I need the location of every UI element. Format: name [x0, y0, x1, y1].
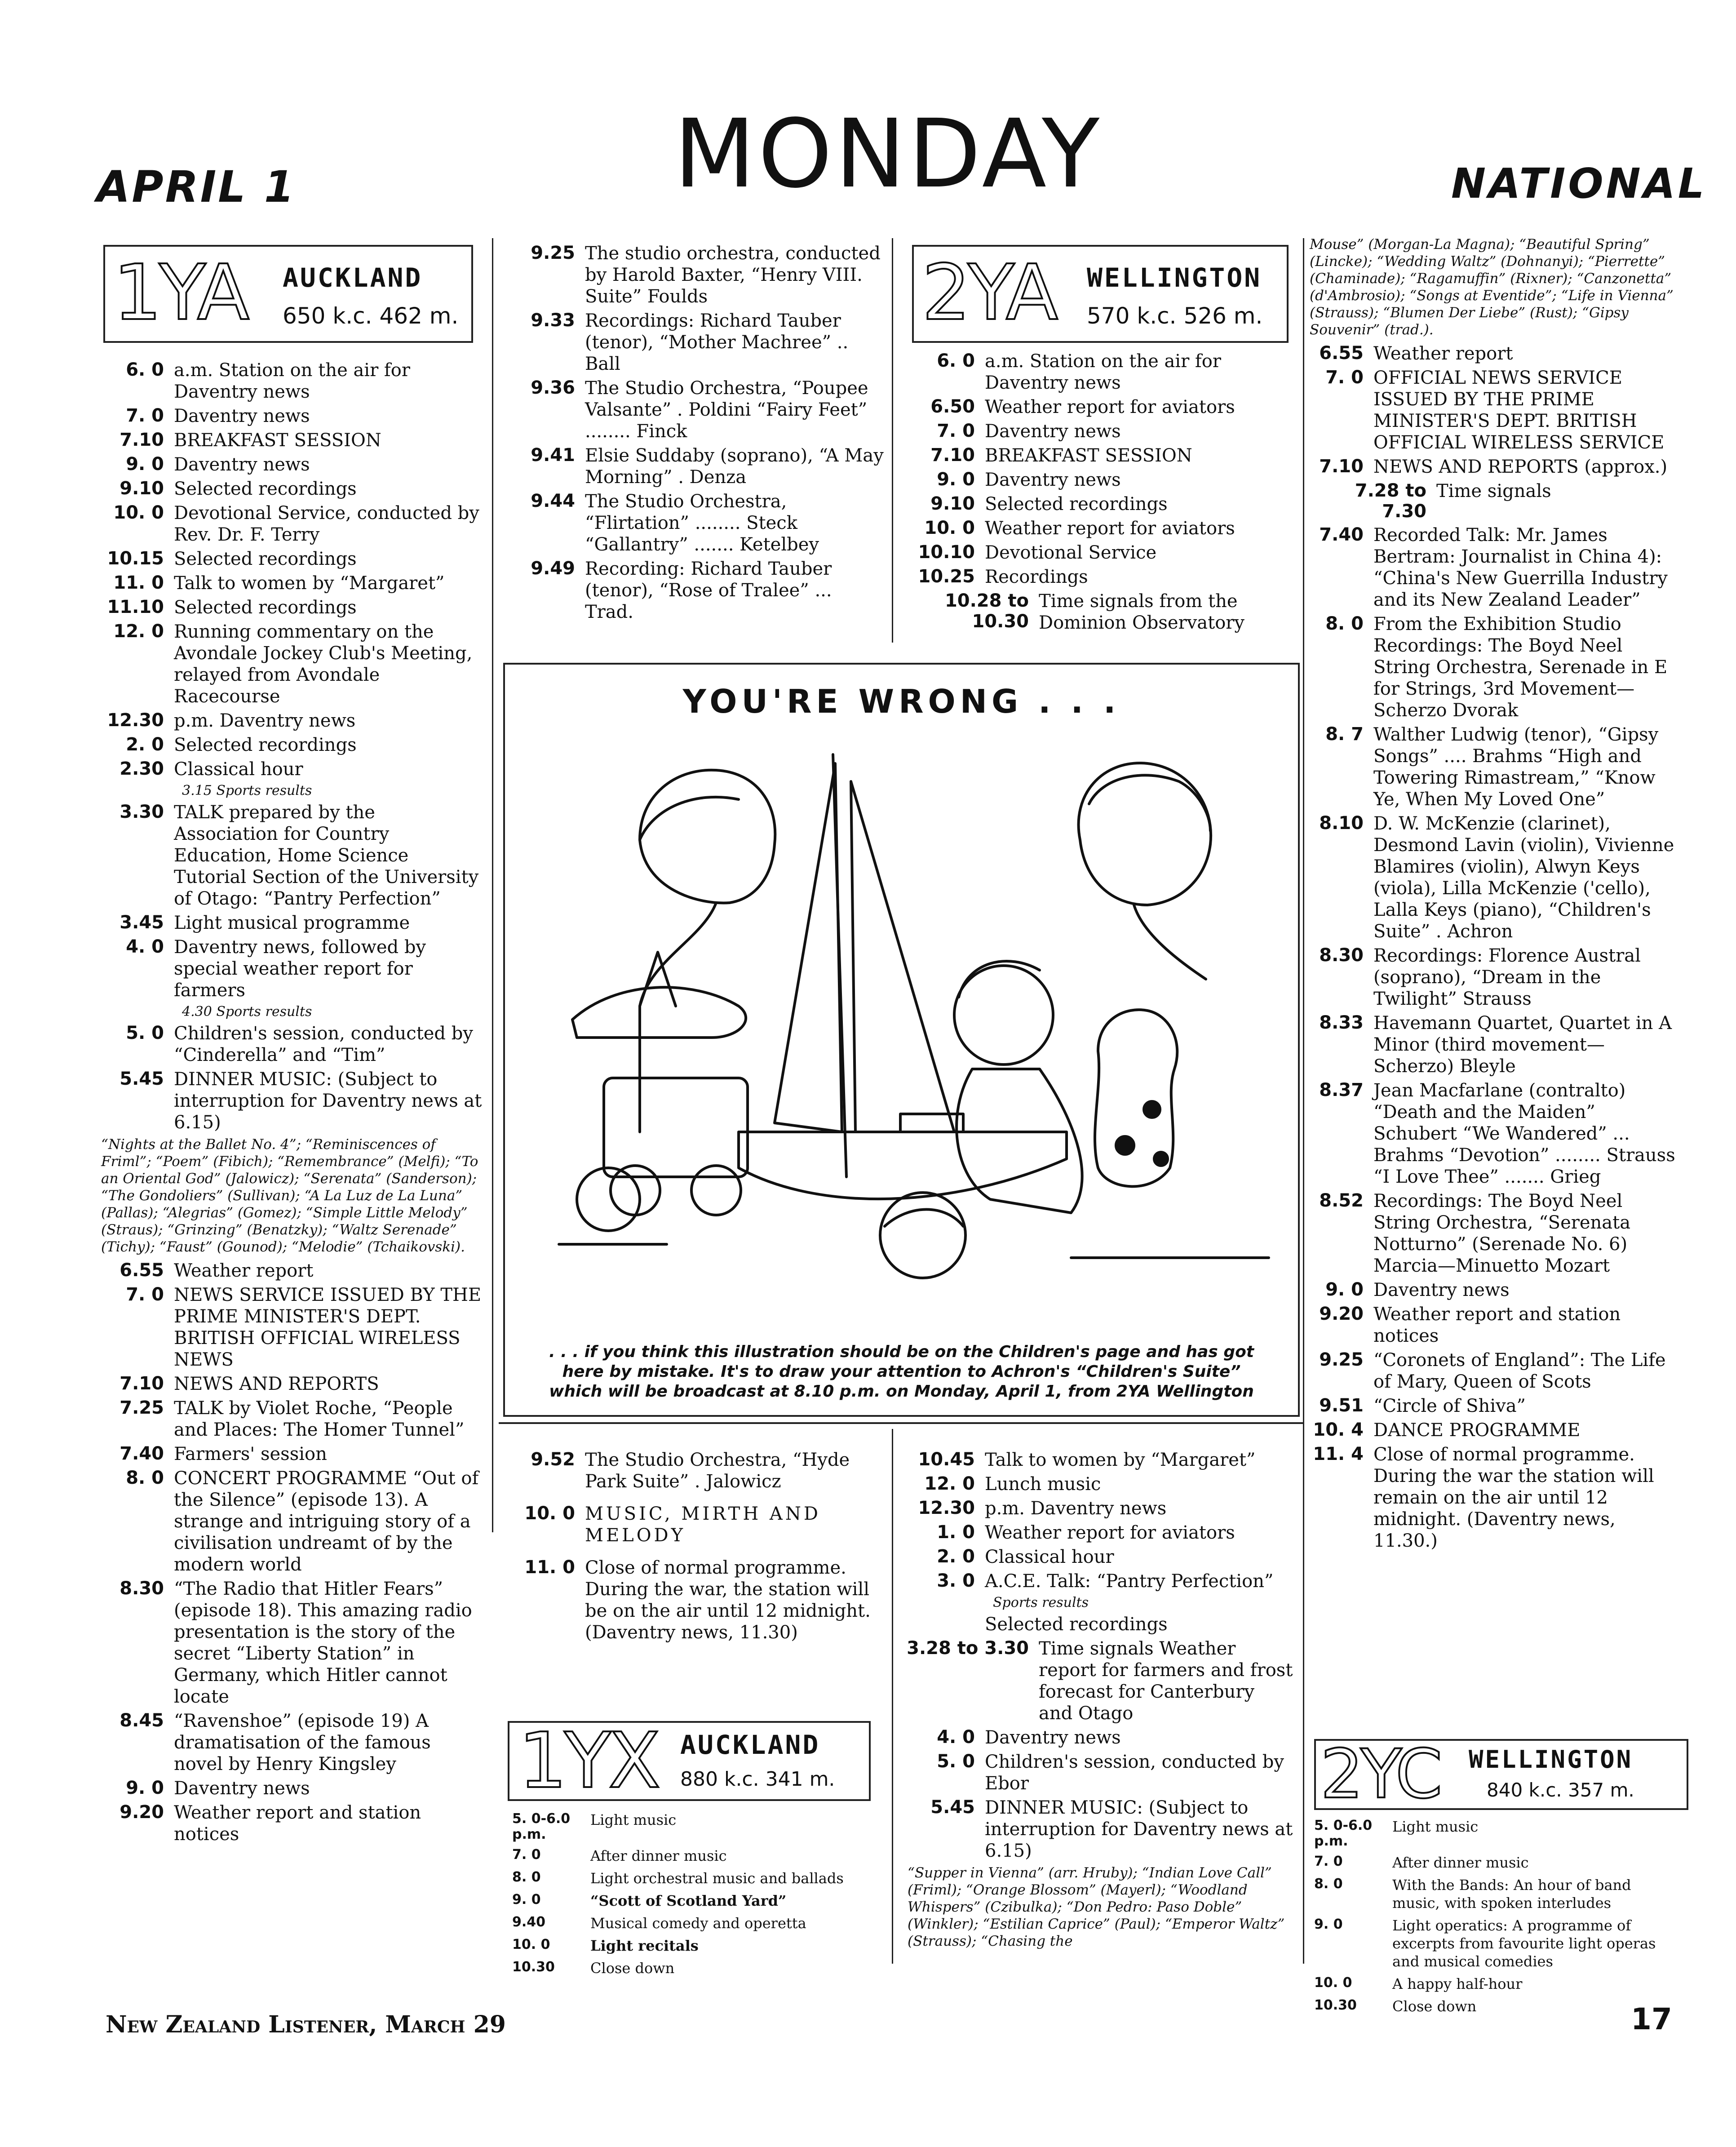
- list-item: 6.50 Weather report for aviators: [930, 396, 1235, 417]
- station-box-1ya: [103, 245, 473, 343]
- list-item: Selected recordings: [985, 1614, 1168, 1635]
- list-item: 7.28 to 7.30 Time signals: [1355, 480, 1551, 522]
- list-item: 6. 0 a.m. Station on the air for Daventry news: [937, 350, 1221, 393]
- list-item: 9. 0 “Scott of Scotland Yard”: [512, 1892, 787, 1909]
- list-item: 6.55 Weather report: [120, 1260, 314, 1281]
- list-item: 5. 0 Children's session, conducted by “Cinderella” and “Tim”: [126, 1023, 473, 1065]
- boy-shoulder: [640, 903, 716, 1132]
- boat-hull: [739, 1132, 1067, 1199]
- list-item: 8.10 D. W. McKenzie (clarinet), Desmond Lavin (violin), Vivienne Blamires (violin), Alwyn Keys (viola), Lilla McKenzie ('cello), Lalla Keys (piano), “Children's Suite” . Achron: [1319, 813, 1674, 942]
- list-item: 9.49 Recording: Richard Tauber (tenor), “Rose of Tralee” ... Trad.: [531, 558, 832, 622]
- toy-train: [604, 1078, 748, 1177]
- achron-advertisement: [503, 663, 1300, 1417]
- column-1ya-schedule: [88, 359, 483, 1848]
- list-item: 9.20 Weather report and station notices: [120, 1802, 421, 1845]
- toy-airplane: [572, 987, 746, 1038]
- list-item: 8. 0 With the Bands: An hour of band music, with spoken interludes: [1314, 1876, 1631, 1912]
- list-item: 9. 0 Light operatics: A programme of excerpts from favourite light operas and musical comedies: [1314, 1916, 1656, 1970]
- list-item: 7.10 BREAKFAST SESSION: [120, 430, 381, 451]
- little-girl-head: [954, 966, 1053, 1065]
- station-box-2ya: [912, 245, 1289, 343]
- publication-footer: New Zealand Listener, March 29: [106, 2011, 506, 2038]
- boy-hair: [640, 797, 739, 840]
- list-item: 12.30 p.m. Daventry news: [107, 710, 356, 731]
- list-item: 9.36 The Studio Orchestra, “Poupee Valsante” . Poldini “Fairy Feet” ........ Finck: [531, 377, 868, 442]
- column-2yc-schedule: [1314, 1818, 1683, 2020]
- list-item: 2. 0 Classical hour: [937, 1546, 1114, 1567]
- station-call-sign: 2YA: [922, 248, 1056, 337]
- list-item: 7.10 NEWS AND REPORTS: [120, 1373, 379, 1394]
- list-item: 7.25 TALK by Violet Roche, “People and Places: The Homer Tunnel”: [120, 1397, 465, 1440]
- list-item: 11. 0 Talk to women by “Margaret”: [113, 572, 445, 594]
- dinner-music-list: “Supper in Vienna” (arr. Hruby); “Indian Love Call” (Friml); “Orange Blossom” (Mayerl); “Woodland Whispers” (Czibulka); “Don Pedro: Paso Doble” (Winkler); “Estilian Caprice” (Paul); “Emperor Waltz” (Strauss); “Chasing the: [908, 1865, 1285, 1949]
- column-rule: [892, 1429, 893, 1964]
- list-item: 9.10 Selected recordings: [930, 493, 1168, 515]
- column-2ya-afternoon: [899, 1449, 1294, 1954]
- list-item: 4. 0 Daventry news, followed by special weather report for farmers: [126, 936, 426, 1001]
- list-item: 6. 0 a.m. Station on the air for Daventry news: [126, 359, 410, 402]
- page-date: APRIL 1: [97, 162, 296, 212]
- list-item: 4. 0 Daventry news: [937, 1727, 1121, 1748]
- list-item: 6.55 Weather report: [1319, 343, 1513, 364]
- list-item: 9. 0 Daventry news: [1325, 1279, 1510, 1300]
- list-item: 7.10 BREAKFAST SESSION: [930, 445, 1192, 466]
- list-item: 5. 0-6.0 p.m. Light music: [512, 1811, 677, 1842]
- column-2ya-schedule: [899, 350, 1294, 636]
- toy-airplane-wing: [640, 952, 676, 1006]
- list-item: 8.30 “The Radio that Hitler Fears” (episode 18). This amazing radio presentation is the story of the secret “Liberty Station” in Germany, which Hitler cannot locate: [120, 1578, 472, 1707]
- list-item: 9.20 Weather report and station notices: [1319, 1304, 1621, 1346]
- dog-spot: [1116, 1136, 1134, 1154]
- girl-curls: [1089, 775, 1210, 831]
- list-item: 2.30 Classical hour: [120, 759, 303, 780]
- list-item: 7. 0 NEWS SERVICE ISSUED BY THE PRIME MINISTER'S DEPT. BRITISH OFFICIAL WIRELESS NEWS: [126, 1284, 482, 1370]
- little-girl-dress: [957, 1069, 1082, 1213]
- station-frequency: 650 k.c. 462 m.: [283, 303, 459, 329]
- list-item: 7. 0 Daventry news: [937, 421, 1121, 442]
- sports-results-note: 3.15 Sports results: [182, 783, 312, 798]
- dinner-music-list-continued: Mouse” (Morgan-La Magna); “Beautiful Spring” (Lincke); “Wedding Waltz” (Dohnanyi); “Pierrette” (Chaminade); “Ragamuffin” (Rixner); “Canzonetta” (d'Ambrosio); “Songs at Eventide”; “Life in Vienna” (Strauss); “Blumen Der Liebe” (Rust); “Gipsy Souvenir” (trad.).: [1310, 236, 1674, 338]
- station-call-sign: 2YC: [1320, 1735, 1440, 1814]
- list-item: 7. 0 OFFICIAL NEWS SERVICE ISSUED BY THE PRIME MINISTER'S DEPT. BRITISH OFFICIAL WIRELESS SERVICE: [1325, 367, 1665, 453]
- list-item: 10. 0 Light recitals: [512, 1937, 699, 1954]
- list-item: 7.40 Recorded Talk: Mr. James Bertram: Journalist in China 4): “China's New Guerrilla Industry and its New Zealand Leader”: [1319, 524, 1668, 610]
- children-toy-boat-illustration: [505, 727, 1294, 1325]
- list-item: 5. 0 Children's session, conducted by Ebor: [937, 1751, 1284, 1794]
- train-wheel: [577, 1168, 640, 1231]
- station-call-sign: 1YA: [113, 248, 247, 337]
- list-item: 8.30 Recordings: Florence Austral (soprano), “Dream in the Twilight” Strauss: [1319, 945, 1641, 1009]
- list-item: 7.40 Farmers' session: [120, 1443, 327, 1464]
- list-item: 3. 0 A.C.E. Talk: “Pantry Perfection”: [937, 1570, 1274, 1592]
- list-item: 11.10 Selected recordings: [107, 597, 357, 618]
- sports-results-note: Sports results: [993, 1595, 1089, 1610]
- page-number: 17: [1631, 2002, 1672, 2036]
- list-item: 9.33 Recordings: Richard Tauber (tenor), “Mother Machree” .. Ball: [531, 310, 849, 374]
- column-1yx-schedule: [512, 1811, 885, 1982]
- column-1ya-continued: [499, 243, 885, 625]
- station-city: AUCKLAND: [283, 262, 423, 293]
- list-item: 5.45 DINNER MUSIC: (Subject to interruption for Daventry news at 6.15): [930, 1797, 1293, 1861]
- list-item: 9. 0 Daventry news: [126, 454, 310, 475]
- list-item: 5.45 DINNER MUSIC: (Subject to interruption for Daventry news at 6.15): [120, 1069, 482, 1133]
- sports-results-note: 4.30 Sports results: [182, 1004, 312, 1020]
- page-day-title: MONDAY: [674, 99, 1103, 209]
- list-item: 1. 0 Weather report for aviators: [937, 1522, 1235, 1543]
- column-rule: [1303, 238, 1304, 1964]
- list-item: 9.51 “Circle of Shiva”: [1319, 1395, 1526, 1416]
- beach-ball: [880, 1193, 965, 1278]
- list-item: 8. 0 From the Exhibition Studio Recordings: The Boyd Neel String Orchestra, Serenade in E for Strings, 3rd Movement—Scherzo Dvorak: [1325, 613, 1668, 721]
- list-item: 3.28 to 3.30 Time signals Weather report for farmers and frost forecast for Canterbury and Otago: [907, 1638, 1293, 1724]
- list-item: 5. 0-6.0 p.m. Light music: [1314, 1818, 1479, 1849]
- boat-jib: [851, 781, 954, 1132]
- list-item: 10.10 Devotional Service: [918, 542, 1157, 563]
- list-item: 3.30 TALK prepared by the Association for Country Education, Home Science Tutorial Section of the University of Otago: “Pantry Perfection”: [120, 802, 479, 909]
- column-2ya-evening: [1310, 236, 1683, 1554]
- station-frequency: 880 k.c. 341 m.: [680, 1768, 835, 1791]
- list-item: 11. 0 Close of normal programme. During the war, the station will be on the air until 12 midnight. (Daventry news, 11.30): [524, 1557, 871, 1643]
- list-item: 8.52 Recordings: The Boyd Neel String Orchestra, “Serenata Notturno” (Serenade No. 6) Marcia—Minuetto Mozart: [1319, 1190, 1631, 1276]
- list-item: 10. 4 DANCE PROGRAMME: [1313, 1420, 1581, 1441]
- train-wheel: [691, 1166, 741, 1215]
- list-item: 7.10 NEWS AND REPORTS (approx.): [1319, 456, 1668, 477]
- list-item: 10.15 Selected recordings: [107, 548, 357, 569]
- list-item: 12. 0 Lunch music: [924, 1473, 1101, 1495]
- station-box-1yx: [508, 1717, 871, 1805]
- list-item: 10. 0 Devotional Service, conducted by Rev. Dr. F. Terry: [113, 502, 479, 545]
- station-frequency: 570 k.c. 526 m.: [1087, 303, 1263, 329]
- column-rule: [499, 1422, 1303, 1424]
- list-item: 9.10 Selected recordings: [120, 478, 357, 499]
- list-item: 8. 0 Light orchestral music and ballads: [512, 1869, 844, 1887]
- girl-figure: [1079, 763, 1211, 905]
- list-item: 7. 0 After dinner music: [1314, 1854, 1529, 1871]
- girl-shoulder: [1134, 905, 1206, 979]
- dog-spot: [1144, 1101, 1160, 1118]
- list-item: 9.52 The Studio Orchestra, “Hyde Park Suite” . Jalowicz: [531, 1449, 850, 1492]
- dinner-music-list: “Nights at the Ballet No. 4”; “Reminiscences of Friml”; “Poem” (Fibich); “Remembrance” (Melfi); “To an Oriental God” (Jalowicz); “Serenata” (Sanderson); “The Gondoliers” (Sullivan); “A La Luz de La Luna” (Pallas); “Alegrias” (Gomez); “Simple Little Melody” (Straus); “Grinzing” (Benatzky); “Waltz Serenade” (Tichy); “Faust” (Gounod); “Melodie” (Tchaikovski).: [101, 1136, 478, 1255]
- list-item: 8.33 Havemann Quartet, Quartet in A Minor (third movement—Scherzo) Bleyle: [1319, 1012, 1672, 1077]
- list-item: 11. 4 Close of normal programme. During the war the station will remain on the air until 12 midnight. (Daventry news, 11.30.): [1313, 1444, 1654, 1551]
- list-item: 10.45 Talk to women by “Margaret”: [918, 1449, 1256, 1470]
- list-item: 9. 0 Daventry news: [126, 1778, 310, 1799]
- list-item: 2. 0 Selected recordings: [126, 734, 357, 755]
- advert-headline: YOU'RE WRONG . . .: [682, 683, 1120, 720]
- list-item: 10.30 Close down: [512, 1959, 675, 1977]
- list-item: 8. 0 CONCERT PROGRAMME “Out of the Silence” (episode 13). A strange and intriguing story of a civilisation undreamt of by the modern world: [126, 1468, 479, 1575]
- list-item: 10. 0 A happy half-hour: [1314, 1975, 1523, 1992]
- column-rule: [892, 238, 893, 643]
- station-city: WELLINGTON: [1469, 1745, 1633, 1774]
- list-item: 10. 0 Weather report for aviators: [924, 518, 1235, 539]
- train-wheel: [611, 1166, 660, 1215]
- station-city: AUCKLAND: [680, 1730, 820, 1760]
- list-item: 8.45 “Ravenshoe” (episode 19) A dramatisation of the famous novel by Henry Kingsley: [120, 1710, 431, 1774]
- network-label: NATIONAL: [1451, 160, 1707, 208]
- column-rule: [492, 238, 493, 1532]
- list-item: 12.30 p.m. Daventry news: [918, 1498, 1167, 1519]
- list-item: 10.25 Recordings: [918, 566, 1088, 587]
- ball-stripe: [885, 1210, 963, 1227]
- station-call-sign: 1YX: [518, 1717, 658, 1805]
- station-frequency: 840 k.c. 357 m.: [1487, 1779, 1634, 1801]
- list-item: 10.28 to 10.30 Time signals from the Dominion Observatory: [944, 590, 1245, 633]
- boat-sail: [775, 763, 842, 1132]
- list-item: 7. 0 Daventry news: [126, 405, 310, 426]
- dog-spot: [1154, 1152, 1168, 1166]
- list-item: 9.40 Musical comedy and operetta: [512, 1914, 806, 1932]
- list-item: 10.30 Close down: [1314, 1997, 1477, 2015]
- list-item: 9.44 The Studio Orchestra, “Flirtation” ........ Steck “Gallantry” ....... Ketelbey: [531, 491, 819, 555]
- list-item: 7. 0 After dinner music: [512, 1847, 727, 1864]
- station-city: WELLINGTON: [1087, 262, 1262, 293]
- station-box-2yc: [1314, 1735, 1688, 1814]
- advert-caption: . . . if you think this illustration should be on the Children's page and has got here by mistake. It's to draw your attention to Achron's “Children's Suite” which will be broadcast at 8.10 p.m. on Monday, April 1, from 2YA Wellington: [549, 1343, 1254, 1401]
- list-item: 12. 0 Running commentary on the Avondale Jockey Club's Meeting, relayed from Avondale Racecourse: [113, 621, 473, 707]
- column-1ya-late: [499, 1449, 885, 1646]
- list-item: 9.25 “Coronets of England”: The Life of Mary, Queen of Scots: [1319, 1349, 1666, 1392]
- list-item: 3.45 Light musical programme: [120, 912, 410, 933]
- list-item: 9.41 Elsie Suddaby (soprano), “A May Morning” . Denza: [531, 445, 884, 488]
- list-item: 8.37 Jean Macfarlane (contralto) “Death and the Maiden” Schubert “We Wandered” ... Brahms “Devotion” ........ Strauss “I Love Thee” ....... Grieg: [1319, 1080, 1675, 1187]
- list-item: 10. 0 MUSIC, MIRTH AND MELODY: [524, 1503, 821, 1546]
- list-item: 9. 0 Daventry news: [937, 469, 1121, 490]
- list-item: 9.25 The studio orchestra, conducted by Harold Baxter, “Henry VIII. Suite” Foulds: [531, 243, 881, 307]
- list-item: 8. 7 Walther Ludwig (tenor), “Gipsy Songs” .... Brahms “High and Towering Rimastream,” “Know Ye, When My Loved One”: [1325, 724, 1659, 810]
- boy-figure: [640, 770, 775, 903]
